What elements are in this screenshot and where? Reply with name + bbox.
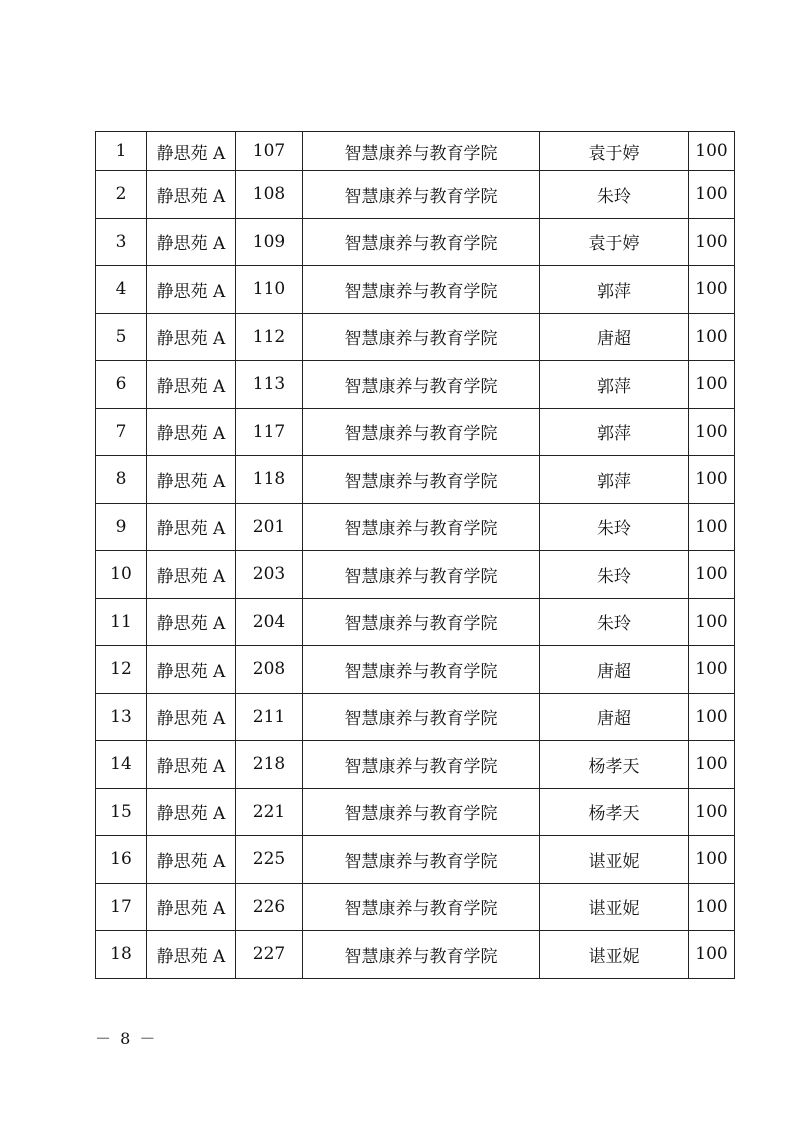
college-cell: 智慧康养与教育学院: [303, 503, 540, 551]
building-cell: 静思苑 A: [147, 361, 236, 409]
table-row: [96, 456, 735, 504]
college-cell: 智慧康养与教育学院: [303, 646, 540, 694]
counselor-cell: 谌亚妮: [540, 931, 689, 979]
score-cell: 100: [689, 408, 735, 456]
building-cell: 静思苑 A: [147, 456, 236, 504]
table-row: [96, 171, 735, 219]
table-row: [96, 313, 735, 361]
building-cell: 静思苑 A: [147, 693, 236, 741]
college-cell: 智慧康养与教育学院: [303, 171, 540, 219]
score-cell: 100: [689, 132, 735, 171]
table-row: [96, 693, 735, 741]
college-cell: 智慧康养与教育学院: [303, 741, 540, 789]
dormitory-score-table: [95, 131, 735, 979]
row-number-cell: 9: [96, 503, 147, 551]
score-cell: 100: [689, 503, 735, 551]
building-cell: 静思苑 A: [147, 836, 236, 884]
row-number-cell: 14: [96, 741, 147, 789]
row-number-cell: 5: [96, 313, 147, 361]
room-number-cell: 208: [236, 646, 303, 694]
college-cell: 智慧康养与教育学院: [303, 836, 540, 884]
room-number-cell: 117: [236, 408, 303, 456]
score-cell: 100: [689, 646, 735, 694]
score-cell: 100: [689, 313, 735, 361]
score-cell: 100: [689, 788, 735, 836]
room-number-cell: 203: [236, 551, 303, 599]
table-row: [96, 931, 735, 979]
room-number-cell: 112: [236, 313, 303, 361]
counselor-cell: 唐超: [540, 693, 689, 741]
page-number: － 8 －: [95, 1029, 158, 1048]
college-cell: 智慧康养与教育学院: [303, 788, 540, 836]
row-number-cell: 8: [96, 456, 147, 504]
room-number-cell: 108: [236, 171, 303, 219]
room-number-cell: 221: [236, 788, 303, 836]
table-row: [96, 883, 735, 931]
score-cell: 100: [689, 598, 735, 646]
room-number-cell: 226: [236, 883, 303, 931]
row-number-cell: 7: [96, 408, 147, 456]
college-cell: 智慧康养与教育学院: [303, 598, 540, 646]
score-cell: 100: [689, 361, 735, 409]
building-cell: 静思苑 A: [147, 503, 236, 551]
building-cell: 静思苑 A: [147, 132, 236, 171]
table-row: [96, 503, 735, 551]
room-number-cell: 109: [236, 218, 303, 266]
counselor-cell: 唐超: [540, 313, 689, 361]
college-cell: 智慧康养与教育学院: [303, 456, 540, 504]
table-row: [96, 788, 735, 836]
building-cell: 静思苑 A: [147, 266, 236, 314]
counselor-cell: 唐超: [540, 646, 689, 694]
row-number-cell: 4: [96, 266, 147, 314]
room-number-cell: 204: [236, 598, 303, 646]
score-cell: 100: [689, 218, 735, 266]
table-row: [96, 598, 735, 646]
table-row: [96, 132, 735, 171]
counselor-cell: 郭萍: [540, 408, 689, 456]
row-number-cell: 17: [96, 883, 147, 931]
building-cell: 静思苑 A: [147, 313, 236, 361]
building-cell: 静思苑 A: [147, 931, 236, 979]
counselor-cell: 朱玲: [540, 503, 689, 551]
row-number-cell: 1: [96, 132, 147, 171]
score-cell: 100: [689, 551, 735, 599]
counselor-cell: 杨孝天: [540, 741, 689, 789]
row-number-cell: 18: [96, 931, 147, 979]
college-cell: 智慧康养与教育学院: [303, 218, 540, 266]
building-cell: 静思苑 A: [147, 551, 236, 599]
building-cell: 静思苑 A: [147, 788, 236, 836]
college-cell: 智慧康养与教育学院: [303, 361, 540, 409]
score-cell: 100: [689, 171, 735, 219]
table-row: [96, 361, 735, 409]
counselor-cell: 朱玲: [540, 598, 689, 646]
table-row: [96, 646, 735, 694]
room-number-cell: 227: [236, 931, 303, 979]
row-number-cell: 15: [96, 788, 147, 836]
counselor-cell: 郭萍: [540, 456, 689, 504]
college-cell: 智慧康养与教育学院: [303, 693, 540, 741]
score-cell: 100: [689, 883, 735, 931]
row-number-cell: 12: [96, 646, 147, 694]
counselor-cell: 谌亚妮: [540, 836, 689, 884]
row-number-cell: 16: [96, 836, 147, 884]
room-number-cell: 113: [236, 361, 303, 409]
college-cell: 智慧康养与教育学院: [303, 313, 540, 361]
counselor-cell: 郭萍: [540, 266, 689, 314]
college-cell: 智慧康养与教育学院: [303, 132, 540, 171]
row-number-cell: 10: [96, 551, 147, 599]
counselor-cell: 朱玲: [540, 171, 689, 219]
college-cell: 智慧康养与教育学院: [303, 931, 540, 979]
row-number-cell: 2: [96, 171, 147, 219]
row-number-cell: 3: [96, 218, 147, 266]
table-row: [96, 551, 735, 599]
score-cell: 100: [689, 836, 735, 884]
table-row: [96, 218, 735, 266]
counselor-cell: 谌亚妮: [540, 883, 689, 931]
building-cell: 静思苑 A: [147, 408, 236, 456]
building-cell: 静思苑 A: [147, 883, 236, 931]
table-row: [96, 741, 735, 789]
table-row: [96, 836, 735, 884]
row-number-cell: 11: [96, 598, 147, 646]
score-cell: 100: [689, 931, 735, 979]
room-number-cell: 118: [236, 456, 303, 504]
college-cell: 智慧康养与教育学院: [303, 266, 540, 314]
room-number-cell: 211: [236, 693, 303, 741]
counselor-cell: 郭萍: [540, 361, 689, 409]
room-number-cell: 110: [236, 266, 303, 314]
college-cell: 智慧康养与教育学院: [303, 883, 540, 931]
room-number-cell: 107: [236, 132, 303, 171]
row-number-cell: 6: [96, 361, 147, 409]
college-cell: 智慧康养与教育学院: [303, 408, 540, 456]
counselor-cell: 袁于婷: [540, 218, 689, 266]
counselor-cell: 朱玲: [540, 551, 689, 599]
room-number-cell: 225: [236, 836, 303, 884]
counselor-cell: 杨孝天: [540, 788, 689, 836]
building-cell: 静思苑 A: [147, 218, 236, 266]
table-row: [96, 266, 735, 314]
building-cell: 静思苑 A: [147, 171, 236, 219]
table-body: [96, 132, 735, 979]
college-cell: 智慧康养与教育学院: [303, 551, 540, 599]
score-cell: 100: [689, 266, 735, 314]
building-cell: 静思苑 A: [147, 598, 236, 646]
row-number-cell: 13: [96, 693, 147, 741]
building-cell: 静思苑 A: [147, 646, 236, 694]
table-row: [96, 408, 735, 456]
building-cell: 静思苑 A: [147, 741, 236, 789]
counselor-cell: 袁于婷: [540, 132, 689, 171]
score-cell: 100: [689, 741, 735, 789]
score-cell: 100: [689, 456, 735, 504]
room-number-cell: 218: [236, 741, 303, 789]
room-number-cell: 201: [236, 503, 303, 551]
score-cell: 100: [689, 693, 735, 741]
